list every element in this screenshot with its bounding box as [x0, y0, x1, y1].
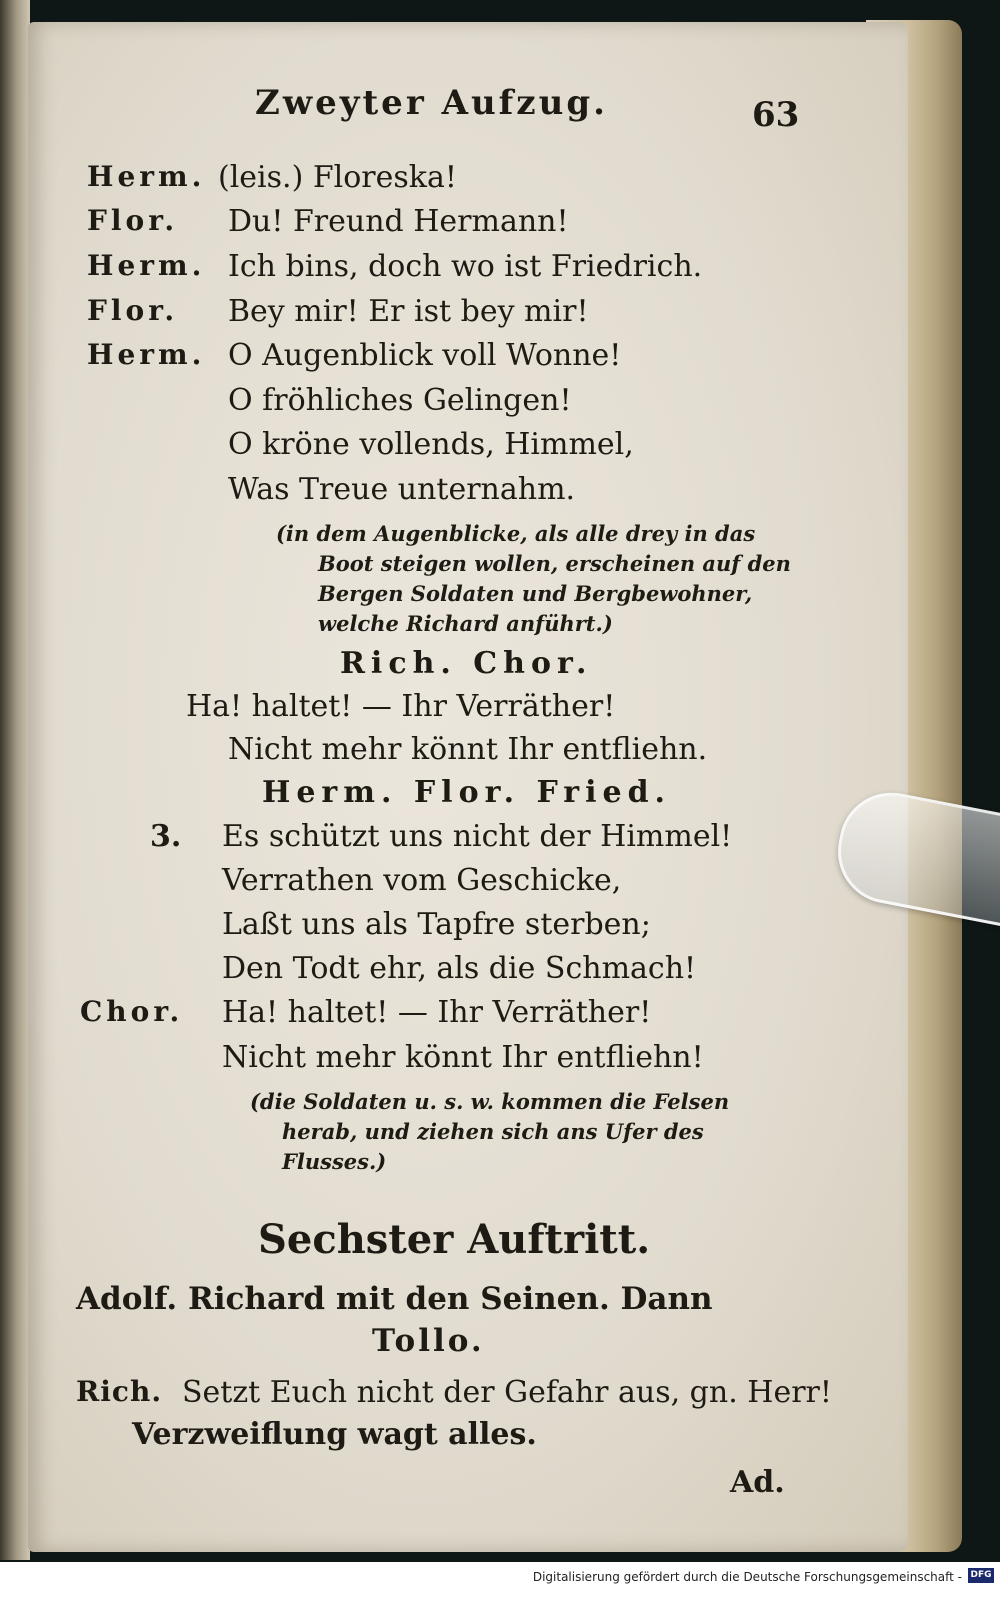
- book-spine: [0, 0, 30, 1560]
- chorus-line: Nicht mehr könnt Ihr entfliehn!: [222, 1040, 704, 1075]
- trio-line: Laßt uns als Tapfre sterben;: [222, 907, 651, 942]
- running-header: Zweyter Aufzug.: [255, 83, 608, 123]
- page-number: 63: [752, 95, 800, 135]
- scene-heading: Sechster Auftritt.: [258, 1216, 651, 1263]
- stage-direction-line: (in dem Augenblicke, als alle drey in das: [276, 521, 756, 546]
- stage-direction-line: (die Soldaten u. s. w. kommen die Felsen: [250, 1089, 730, 1114]
- chorus-line: Ha! haltet! — Ihr Verräther!: [186, 689, 616, 724]
- stage-direction-line: herab, und ziehen sich ans Ufer des: [282, 1119, 704, 1144]
- dialogue-line: O kröne vollends, Himmel,: [228, 427, 634, 462]
- scene-cast: Tollo.: [372, 1323, 485, 1359]
- speaker-label: Herm.: [87, 249, 206, 282]
- verse-number: 3.: [150, 819, 182, 854]
- stage-direction-line: Bergen Soldaten und Bergbewohner,: [318, 581, 753, 606]
- dialogue-line: Du! Freund Hermann!: [228, 204, 569, 239]
- dialogue-line: (leis.) Floreska!: [218, 160, 457, 195]
- speaker-label: Flor.: [87, 294, 179, 327]
- trio-line: Den Todt ehr, als die Schmach!: [222, 951, 697, 986]
- speaker-label: Chor.: [80, 995, 184, 1028]
- stage-direction-line: welche Richard anführt.): [318, 611, 613, 636]
- trio-line: Verrathen vom Geschicke,: [222, 863, 622, 898]
- digitization-footer: [0, 1562, 1000, 1602]
- dfg-logo: DFG: [968, 1568, 994, 1583]
- speaker-label: Herm.: [87, 160, 206, 193]
- dialogue-line: O fröhliches Gelingen!: [228, 383, 572, 418]
- stage-direction-line: Boot steigen wollen, erscheinen auf den: [318, 551, 791, 576]
- speaker-label: Rich.: [76, 1375, 163, 1408]
- speaker-label: Flor.: [87, 204, 179, 237]
- chorus-heading: Rich. Chor.: [340, 646, 593, 681]
- chorus-line: Nicht mehr könnt Ihr entfliehn.: [228, 732, 708, 767]
- dialogue-line: Ich bins, doch wo ist Friedrich.: [228, 249, 703, 284]
- dialogue-line: O Augenblick voll Wonne!: [228, 338, 622, 373]
- footer-credit: Digitalisierung gefördert durch die Deutsche Forschungsgemeinschaft -: [532, 1570, 962, 1584]
- chorus-line: Ha! haltet! — Ihr Verräther!: [222, 995, 652, 1030]
- catchword: Ad.: [730, 1465, 785, 1500]
- dialogue-line: Bey mir! Er ist bey mir!: [228, 294, 589, 329]
- trio-line: Es schützt uns nicht der Himmel!: [222, 819, 733, 854]
- dialogue-line: Setzt Euch nicht der Gefahr aus, gn. Herr!: [182, 1375, 832, 1410]
- dialogue-line: Was Treue unternahm.: [228, 472, 576, 507]
- dialogue-line: Verzweiflung wagt alles.: [132, 1417, 537, 1452]
- scene-cast: Adolf. Richard mit den Seinen. Dann: [76, 1281, 713, 1317]
- stage-direction-line: Flusses.): [282, 1149, 387, 1174]
- speaker-label: Herm.: [87, 338, 206, 371]
- trio-heading: Herm. Flor. Fried.: [262, 775, 671, 810]
